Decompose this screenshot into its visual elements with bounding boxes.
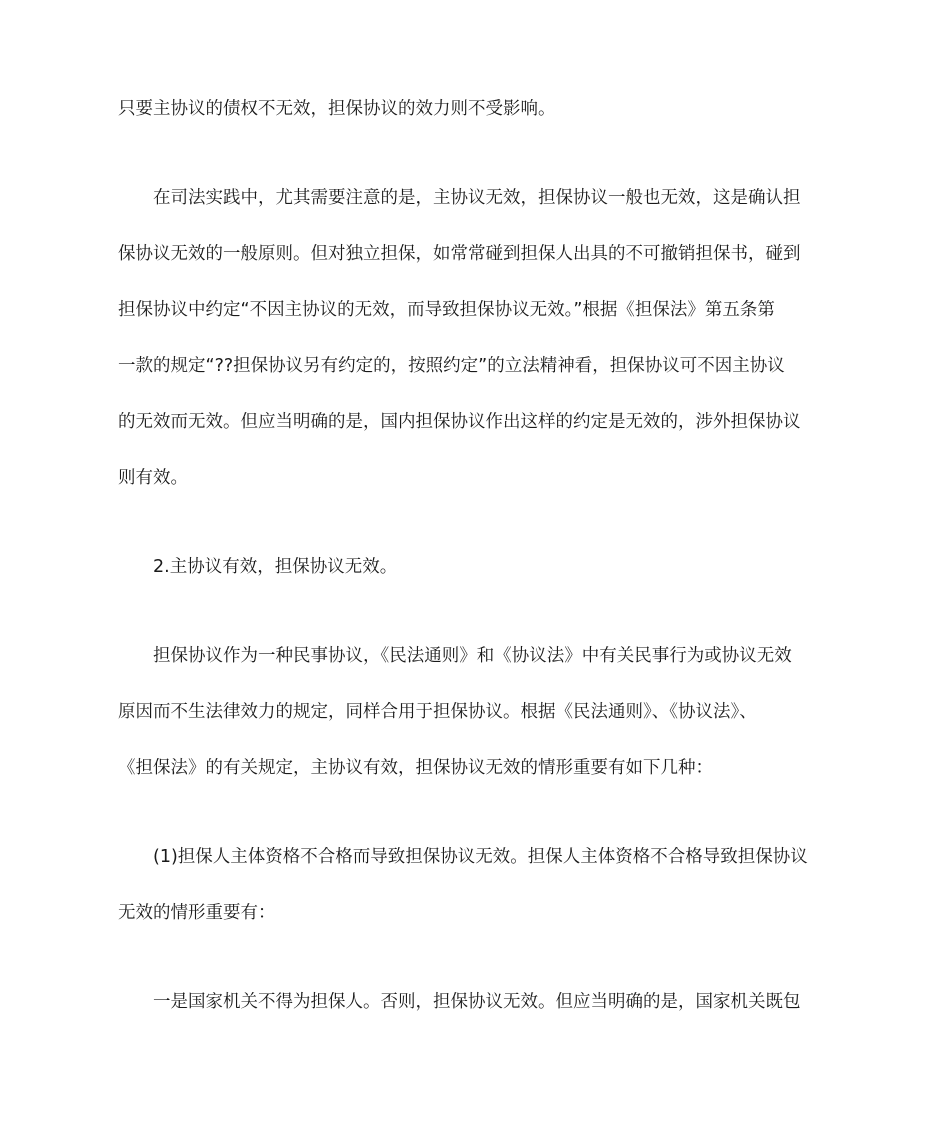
text-line: 担保协议作为一种民事协议，《民法通则》和《协议法》中有关民事行为或协议无效 bbox=[153, 646, 792, 666]
text-line: 无效的情形重要有： bbox=[118, 903, 276, 923]
text-line: (1)担保人主体资格不合格而导致担保协议无效。担保人主体资格不合格导致担保协议 bbox=[153, 847, 808, 867]
text-line: 保协议无效的一般原则。但对独立担保，如常常碰到担保人出具的不可撤销担保书，碰到 bbox=[118, 244, 801, 264]
text-line: 在司法实践中，尤其需要注意的是，主协议无效，担保协议一般也无效，这是确认担 bbox=[153, 188, 801, 208]
section-heading: 2.主协议有效，担保协议无效。 bbox=[153, 557, 398, 577]
text-line: 一是国家机关不得为担保人。否则，担保协议无效。但应当明确的是，国家机关既包 bbox=[153, 992, 801, 1012]
text-line: 只要主协议的债权不无效，担保协议的效力则不受影响。 bbox=[118, 99, 556, 119]
text-line: 则有效。 bbox=[118, 468, 188, 488]
text-line: 担保协议中约定“不因主协议的无效，而导致担保协议无效。”根据《担保法》第五条第 bbox=[118, 300, 775, 320]
text-line: 一款的规定“??担保协议另有约定的，按照约定”的立法精神看，担保协议可不因主协议 bbox=[118, 356, 785, 376]
text-line: 《担保法》的有关规定，主协议有效，担保协议无效的情形重要有如下几种： bbox=[118, 758, 713, 778]
text-line: 原因而不生法律效力的规定，同样合用于担保协议。根据《民法通则》、《协议法》、 bbox=[118, 702, 757, 722]
text-line: 的无效而无效。但应当明确的是，国内担保协议作出这样的约定是无效的，涉外担保协议 bbox=[118, 412, 801, 432]
